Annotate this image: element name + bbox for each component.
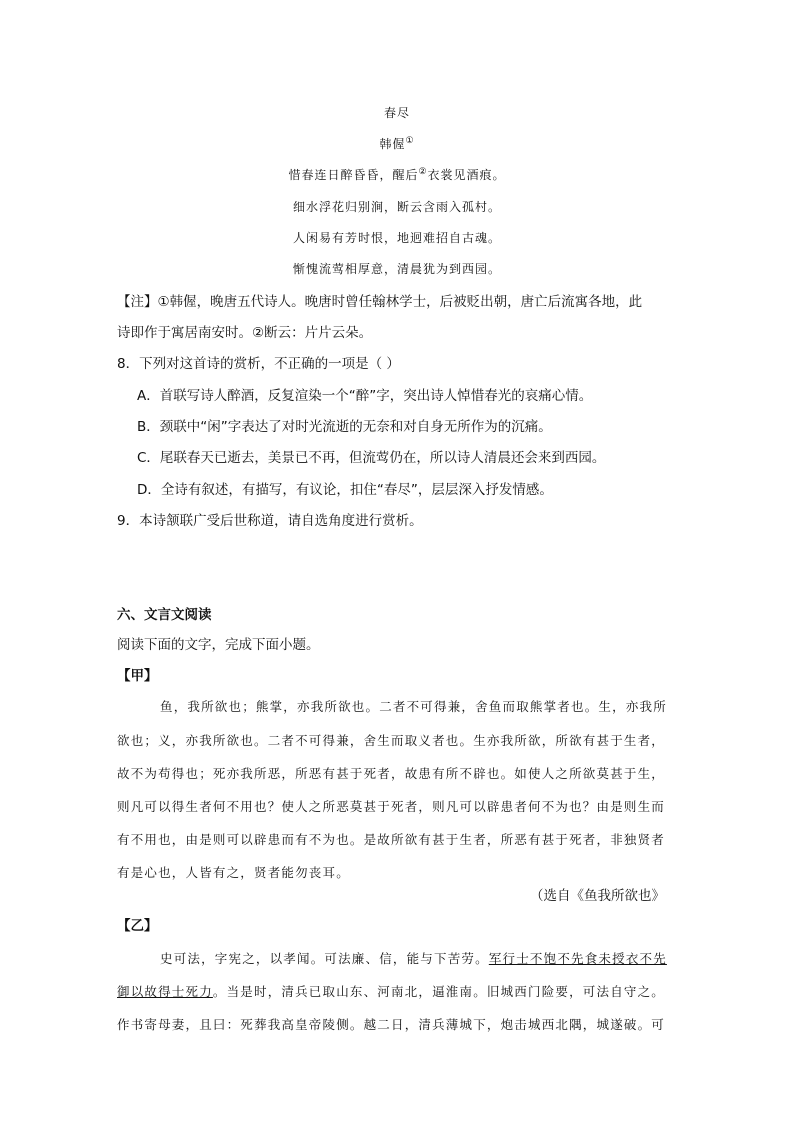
underlined-sentence: 御以故得士死力 [117, 984, 213, 999]
poem-line-4: 惭愧流莺相厚意，清晨犹为到西园。 [292, 262, 501, 276]
passage-jia-source: （选自《鱼我所欲也》 [530, 888, 665, 904]
author-name: 韩偓 [379, 137, 406, 151]
passage-jia-line: 鱼，我所欲也；熊掌，亦我所欲也。二者不可得兼，舍鱼而取熊掌者也。生，亦我所 [160, 699, 667, 714]
note-line-1: 【注】①韩偓，晚唐五代诗人。晚唐时曾任翰林学士，后被贬出朝，唐亡后流寓各地，此 [117, 294, 643, 310]
poem-note-mark: ② [418, 167, 428, 177]
passage-yi-label: 【乙】 [117, 918, 158, 934]
poem-title: 春尽 [383, 106, 410, 120]
section-6-intro: 阅读下面的文字，完成下面小题。 [117, 637, 320, 653]
passage-jia-line: 有是心也，人皆有之，贤者能勿丧耳。 [117, 865, 350, 880]
question-8-option-c: C．尾联春天已逝去，美景已不再，但流莺仍在，所以诗人清晨还会来到西园。 [137, 450, 606, 466]
note-line-2: 诗即作于寓居南安时。②断云：片片云朵。 [117, 325, 373, 341]
passage-jia-line: 欲也；义，亦我所欲也。二者不可得兼，舍生而取义者也。生亦我所欲，所欲有甚于生者， [117, 733, 666, 748]
passage-jia-line: 则凡可以得生者何不用也？使人之所恶莫甚于死者，则凡可以辟患者何不为也？由是则生而 [117, 799, 666, 814]
underlined-sentence: 军行士不饱不先食未授衣不先 [488, 951, 667, 966]
poem-line-3: 人闲易有芳时恨，地迥难招自古魂。 [292, 231, 501, 245]
poem-line-2: 细水浮花归别涧，断云含雨入孤村。 [292, 200, 501, 214]
passage-jia-line: 有不用也，由是则可以辟患而有不为也。是故所欲有甚于生者，所恶有甚于死者，非独贤者 [117, 832, 666, 847]
passage-jia-line: 故不为苟得也；死亦我所恶，所恶有甚于死者，故患有所不辟也。如使人之所欲莫甚于生， [117, 766, 666, 781]
question-8-stem: 8．下列对这首诗的赏析，不正确的一项是（ ） [117, 356, 400, 372]
section-6-heading: 六、文言文阅读 [117, 607, 212, 623]
author-note-mark: ① [405, 136, 415, 146]
passage-yi-line-2-text: 。当是时，清兵已取山东、河南北，逼淮南。旧城西门险要，可法自守之。 [212, 984, 666, 999]
poem-line-1-part-b: 衣裳见酒痕。 [427, 168, 506, 182]
question-8-option-a: A．首联写诗人醉酒，反复渲染一个“醉”字，突出诗人悼惜春光的哀痛心情。 [137, 388, 593, 404]
question-8-option-b: B．颈联中“闲”字表达了对时光流逝的无奈和对自身无所作为的沉痛。 [137, 419, 552, 435]
poem-author [0, 135, 794, 152]
passage-yi-line-2 [117, 982, 665, 1000]
question-8-option-d: D．全诗有叙述，有描写，有议论，扣住“春尽”，层层深入抒发情感。 [137, 482, 553, 498]
poem-line-1-part-a: 惜春连日醉昏昏，醒后 [288, 168, 419, 182]
passage-jia-label: 【甲】 [117, 668, 158, 684]
passage-yi-line-1-text: 史可法，字宪之，以孝闻。可法廉、信，能与下苦劳。 [160, 951, 489, 966]
passage-yi-line-3: 作书寄母妻，且曰：死葬我高皇帝陵侧。越二日，清兵薄城下，炮击城西北隅，城遂破。可 [117, 1017, 666, 1032]
poem-line-1 [0, 166, 794, 183]
question-9-stem: 9．本诗颔联广受后世称道，请自选角度进行赏析。 [117, 513, 423, 529]
passage-yi-line-1 [160, 949, 667, 967]
